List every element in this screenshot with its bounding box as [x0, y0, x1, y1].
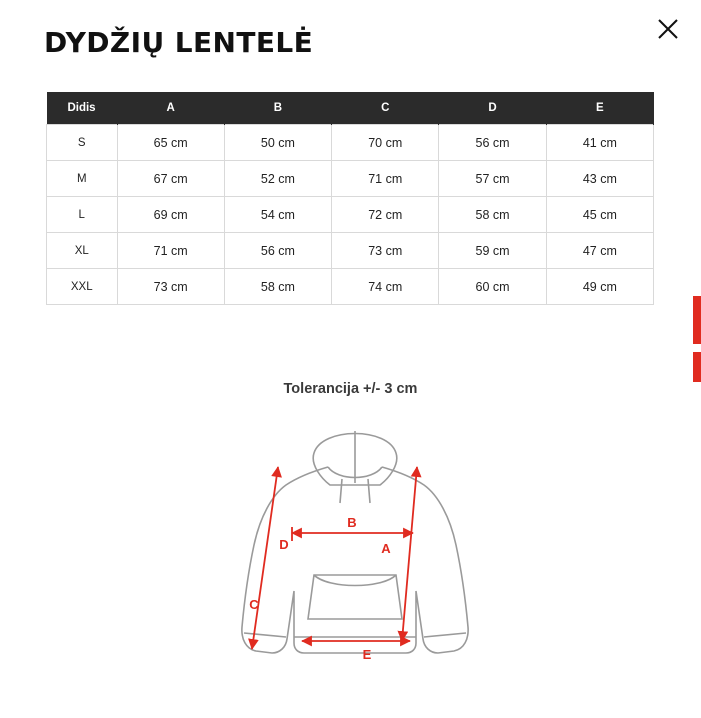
cell-c: 71 cm	[332, 161, 439, 197]
label-e: E	[362, 647, 372, 662]
measurement-labels	[249, 515, 391, 662]
label-a: A	[381, 541, 391, 556]
size-chart-table	[46, 92, 654, 305]
cell-b: 52 cm	[224, 161, 331, 197]
cell-d: 59 cm	[439, 233, 546, 269]
cell-d: 58 cm	[439, 197, 546, 233]
table-row	[47, 125, 654, 161]
accent-segment-1	[693, 296, 701, 344]
table-header-row	[47, 92, 654, 125]
table-row	[47, 233, 654, 269]
table-row	[47, 269, 654, 305]
table-row	[47, 197, 654, 233]
arrow-c	[252, 467, 278, 649]
cell-e: 45 cm	[546, 197, 653, 233]
cell-c: 74 cm	[332, 269, 439, 305]
cell-size: XXL	[47, 269, 118, 305]
label-d: D	[279, 537, 289, 552]
cell-a: 65 cm	[117, 125, 224, 161]
cell-a: 73 cm	[117, 269, 224, 305]
page-title: DYDŽIŲ LENTELĖ	[44, 26, 314, 59]
column-header-b: B	[224, 92, 331, 125]
table-body	[47, 125, 654, 305]
arrow-a	[402, 467, 417, 641]
cell-c: 70 cm	[332, 125, 439, 161]
cell-b: 56 cm	[224, 233, 331, 269]
accent-segment-2	[693, 352, 701, 382]
page-edge-accent	[693, 0, 701, 718]
cell-e: 49 cm	[546, 269, 653, 305]
cell-size: S	[47, 125, 118, 161]
cell-b: 50 cm	[224, 125, 331, 161]
column-header-d: D	[439, 92, 546, 125]
close-button[interactable]	[651, 12, 685, 46]
cell-size: L	[47, 197, 118, 233]
tolerance-note: Tolerancija +/- 3 cm	[283, 381, 418, 397]
cell-e: 47 cm	[546, 233, 653, 269]
column-header-e: E	[546, 92, 653, 125]
hoodie-diagram	[210, 405, 500, 695]
label-c: C	[249, 597, 259, 612]
cell-d: 57 cm	[439, 161, 546, 197]
table-header	[47, 92, 654, 125]
cell-a: 69 cm	[117, 197, 224, 233]
label-b: B	[347, 515, 357, 530]
column-header-a: A	[117, 92, 224, 125]
cell-c: 72 cm	[332, 197, 439, 233]
column-header-c: C	[332, 92, 439, 125]
cell-e: 41 cm	[546, 125, 653, 161]
cell-d: 56 cm	[439, 125, 546, 161]
cell-d: 60 cm	[439, 269, 546, 305]
cell-size: M	[47, 161, 118, 197]
close-icon	[651, 12, 685, 46]
cell-size: XL	[47, 233, 118, 269]
cell-b: 58 cm	[224, 269, 331, 305]
cell-a: 67 cm	[117, 161, 224, 197]
cell-a: 71 cm	[117, 233, 224, 269]
cell-e: 43 cm	[546, 161, 653, 197]
cell-c: 73 cm	[332, 233, 439, 269]
cell-b: 54 cm	[224, 197, 331, 233]
garment-outline	[242, 431, 468, 653]
column-header-size: Didis	[47, 92, 118, 125]
table-row	[47, 161, 654, 197]
